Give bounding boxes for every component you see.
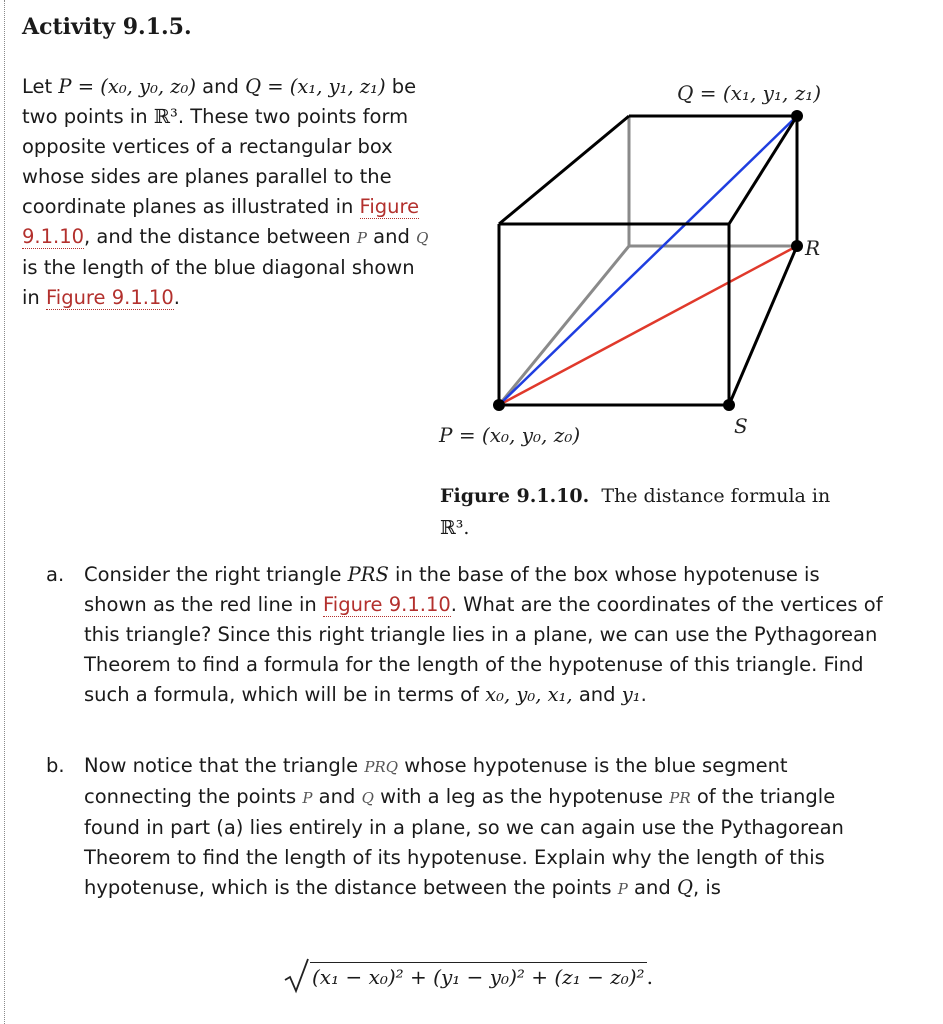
glyph-Q: Q [416,229,429,247]
red-diagonal-PR [499,246,797,405]
figure-link[interactable]: Figure 9.1.10 [22,195,420,248]
bottom-right-edge [729,246,797,405]
activity-title: Activity 9.1.5. [22,14,192,40]
triangle-PRS: PRS [347,563,389,586]
box-figure [420,72,890,472]
vertex-R [791,240,803,252]
vertex-S [723,399,735,411]
Q-definition: Q = (x₁, y₁, z₁) [245,75,386,98]
sqrt-sign [284,958,310,999]
label-P: P = (x₀, y₀, z₀) [439,423,581,447]
figure-link[interactable]: Figure 9.1.10 [323,593,451,616]
label-Q: Q = (x₁, y₁, z₁) [677,81,822,105]
formula-body: (x₁ − x₀)² + (y₁ − y₀)² + (z₁ − z₀)² [310,962,647,989]
figure-caption: Figure 9.1.10. The distance formula in ℝ³. [440,485,831,539]
intro-paragraph: Let P = (x₀, y₀, z₀) and Q = (x₁, y₁, z₁) be two points in ℝ³. These two points form opposite vertices of a rectangular box whose sides are planes parallel to the coordinate planes as illustrated in Figure 9.1.10, and the distance between P and Q is the length of the blue diagonal shown in Figure 9.1.10. [22,75,429,309]
top-left-edge [499,116,629,224]
vertex-P [493,399,505,411]
glyph-P: P [356,229,367,247]
R3-symbol: ℝ³ [153,105,178,128]
label-S: S [734,414,748,438]
glyph-Q: Q [361,789,374,807]
blue-diagonal-PQ [499,116,797,405]
list-item-b: b. Now notice that the triangle PRQ whose hypotenuse is the blue segment connecting the points P and Q with a leg as the hypotenuse PR of the triangle found in part (a) lies entirely in a plane, so we can again use the Pythagorean Theorem to find the length of its hypotenuse. Explain why the length of this hypotenuse, which is the distance between the points P and Q, is [46,754,844,899]
hidden-edge-diagonal [499,246,629,405]
glyph-P: P [617,880,628,898]
top-right-edge [729,116,797,224]
left-border-rule [4,0,5,1024]
P-definition: P = (x₀, y₀, z₀) [58,75,196,98]
glyph-P: P [302,789,313,807]
distance-formula: (x₁ − x₀)² + (y₁ − y₀)² + (z₁ − z₀)² . [284,958,653,999]
glyph-PRQ: PRQ [364,758,398,776]
glyph-PR: PR [669,789,691,807]
list-item-a: a. Consider the right triangle PRS in the base of the box whose hypotenuse is shown as the red line in Figure 9.1.10. What are the coordinates of the vertices of this triangle? Since this right triangle lies in a plane, we can use the Pythagorean Theorem to find a formula for the length of the hypotenuse of this triangle. Find such a formula, which will be in terms of x₀, y₀, x₁, and y₁. [46,563,883,706]
vertex-Q [791,110,803,122]
label-R: R [805,236,821,260]
figure-link[interactable]: Figure 9.1.10 [45,286,174,309]
